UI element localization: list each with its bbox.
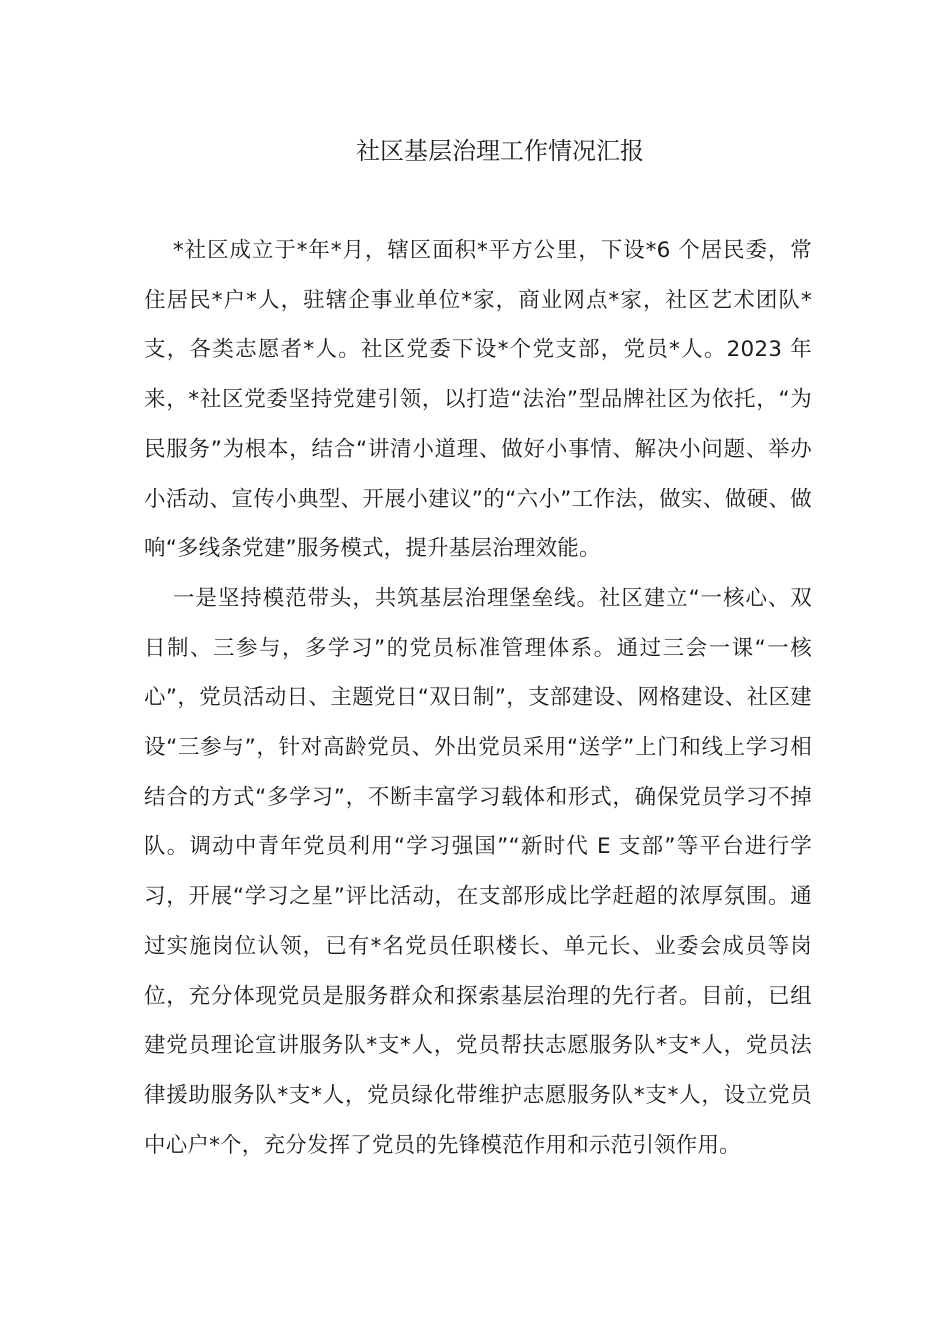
paragraph-section-one: 一是坚持模范带头，共筑基层治理堡垒线。社区建立“一核心、双日制、三参与，多学习”的党员标准管理体系。通过三会一课“一核心”，党员活动日、主题党日“双日制”，支部建设、网格建设、社区建设“三参与”，针对高龄党员、外出党员采用“送学”上门和线上学习相结合的方式“多学习”，不断丰富学习载体和形式，确保党员学习不掉队。调动中青年党员利用“学习强国”“新时代 E 支部”等平台进行学习，开展“学习之星”评比活动，在支部形成比学赶超的浓厚氛围。通过实施岗位认领，已有*名党员任职楼长、单元长、业委会成员等岗位，充分体现党员是服务群众和探索基层治理的先行者。目前，已组建党员理论宣讲服务队*支*人，党员帮扶志愿服务队*支*人，党员法律援助服务队*支*人，党员绿化带维护志愿服务队*支*人，设立党员中心户*个，充分发挥了党员的先锋模范作用和示范引领作用。 <box>144 585 812 1158</box>
document-body <box>144 226 812 1170</box>
document-title: 社区基层治理工作情况汇报 <box>356 137 644 165</box>
paragraph-intro: *社区成立于*年*月，辖区面积*平方公里，下设*6 个居民委，常住居民*户*人，驻辖企事业单位*家，商业网点*家，社区艺术团队*支，各类志愿者*人。社区党委下设*个党支部，党员*人。2023 年来，*社区党委坚持党建引领，以打造“法治”型品牌社区为依托，“为民服务”为根本，结合“讲清小道理、做好小事情、解决小问题、举办小活动、宣传小典型、开展小建议”的“六小”工作法，做实、做硬、做响“多线条党建”服务模式，提升基层治理效能。 <box>144 238 812 562</box>
